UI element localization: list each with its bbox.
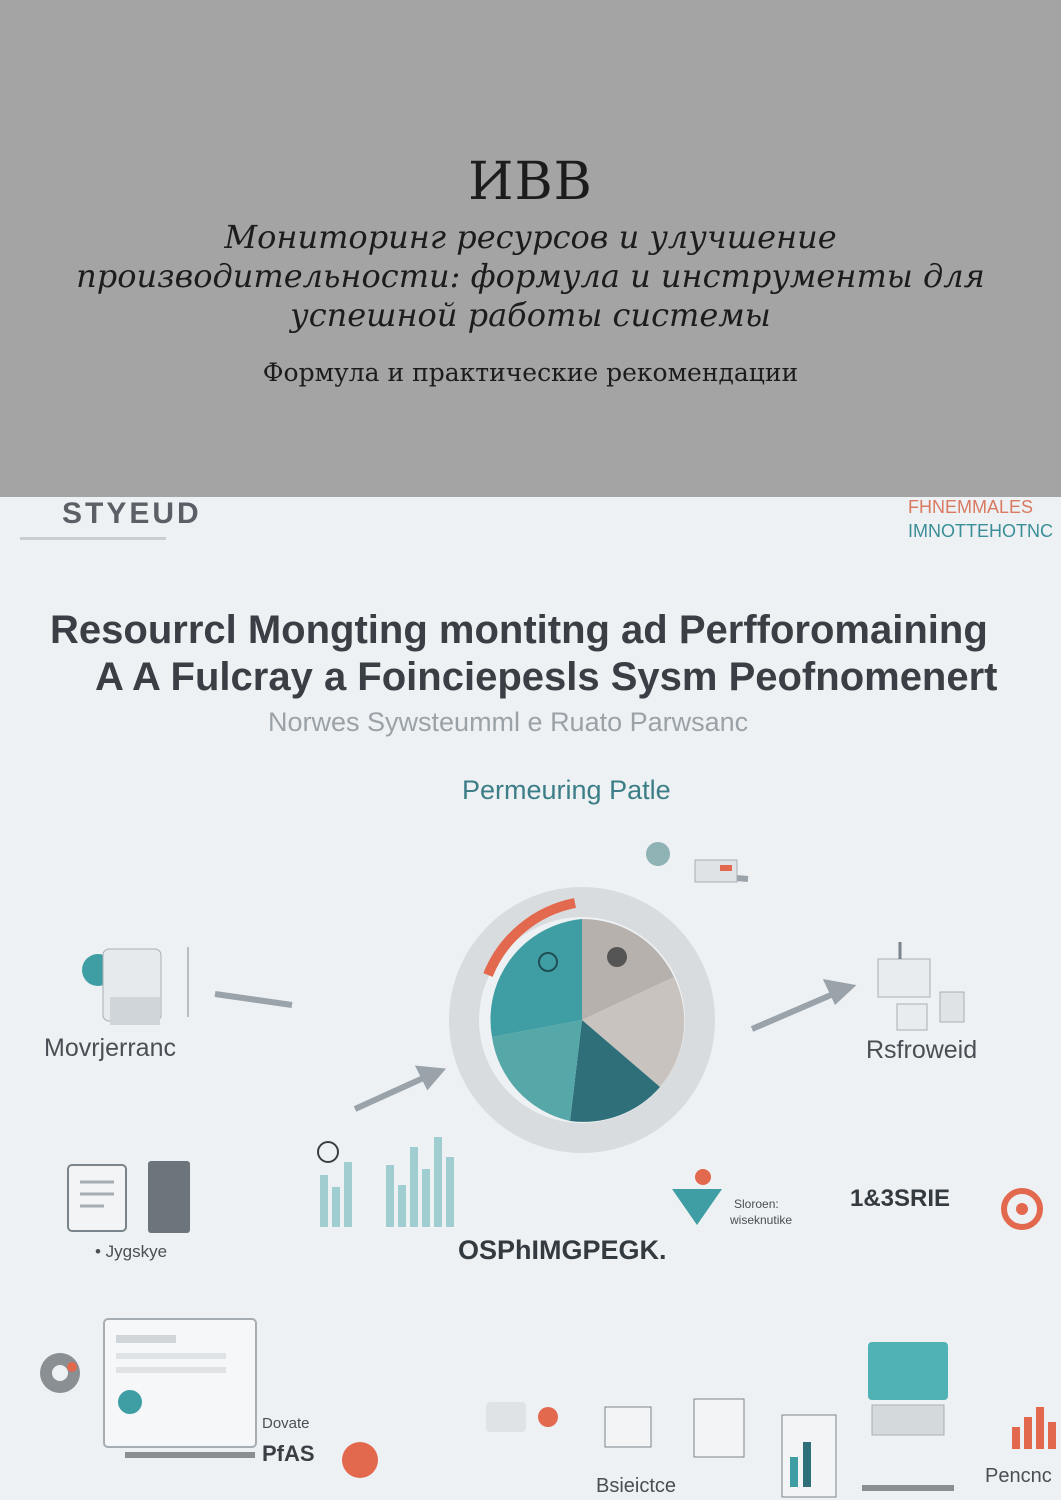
laptop-icon	[862, 1342, 954, 1491]
bottom-left-small-label: Dovate	[262, 1415, 310, 1432]
document-icons	[68, 1161, 190, 1233]
gear-icon	[318, 1142, 338, 1162]
funnel-icon	[672, 1169, 722, 1225]
server-cloud-icon	[82, 947, 188, 1025]
headline-line-1: Resourrcl Mongting montitng ad Perfforomaining	[50, 608, 988, 652]
brand-label: STYEUD	[62, 497, 202, 530]
settings-gear-icon	[40, 1353, 80, 1393]
subheading: Norwes Sywsteumml e Ruato Parwsanc	[268, 707, 749, 737]
dashboard-screen-icon	[104, 1319, 256, 1458]
title-band	[0, 0, 1061, 497]
corner-label-bottom: IMNOTTEHOTNC	[908, 521, 1053, 541]
corner-label-top: FHNEMMALES	[908, 497, 1034, 517]
book-title: Мониторинг ресурсов и улучшение производительности: формула и инструменты для успешной работы системы	[76, 218, 985, 334]
target-icon	[1004, 1191, 1040, 1227]
center-bold-label: OSPhIMGPEGK.	[458, 1235, 667, 1265]
bottom-left-bold-label: PfAS	[262, 1441, 315, 1466]
brand-divider	[20, 537, 166, 540]
label-left: Movrjerranc	[44, 1034, 176, 1062]
headline-line-2: A A Fulcray a Foinciepesls Sysm Peofnomenert	[95, 655, 998, 699]
device-icon	[878, 942, 964, 1030]
network-icon	[646, 842, 737, 882]
book-subtitle: Формула и практические рекомендации	[262, 358, 799, 387]
note-label-line-1: Sloroen:	[734, 1197, 779, 1211]
code-label: 1&3SRIE	[850, 1185, 951, 1212]
small-bar-chart-icon	[1012, 1407, 1056, 1449]
note-label-line-2: wiseknutike	[730, 1213, 793, 1227]
section-label: Permeuring Patle	[462, 775, 671, 805]
cover-illustration	[0, 497, 1061, 1500]
bottom-right-label: Pencnc	[985, 1465, 1052, 1487]
bar-graphic	[320, 1137, 454, 1227]
label-small-left: • Jygskye	[95, 1242, 168, 1261]
label-right: Rsfroweid	[866, 1036, 978, 1064]
step-badge-icon	[342, 1442, 378, 1478]
bottom-mid-label: Bsieictce	[596, 1475, 677, 1497]
author-name: ИВВ	[468, 152, 593, 212]
globe-icon	[607, 947, 627, 967]
